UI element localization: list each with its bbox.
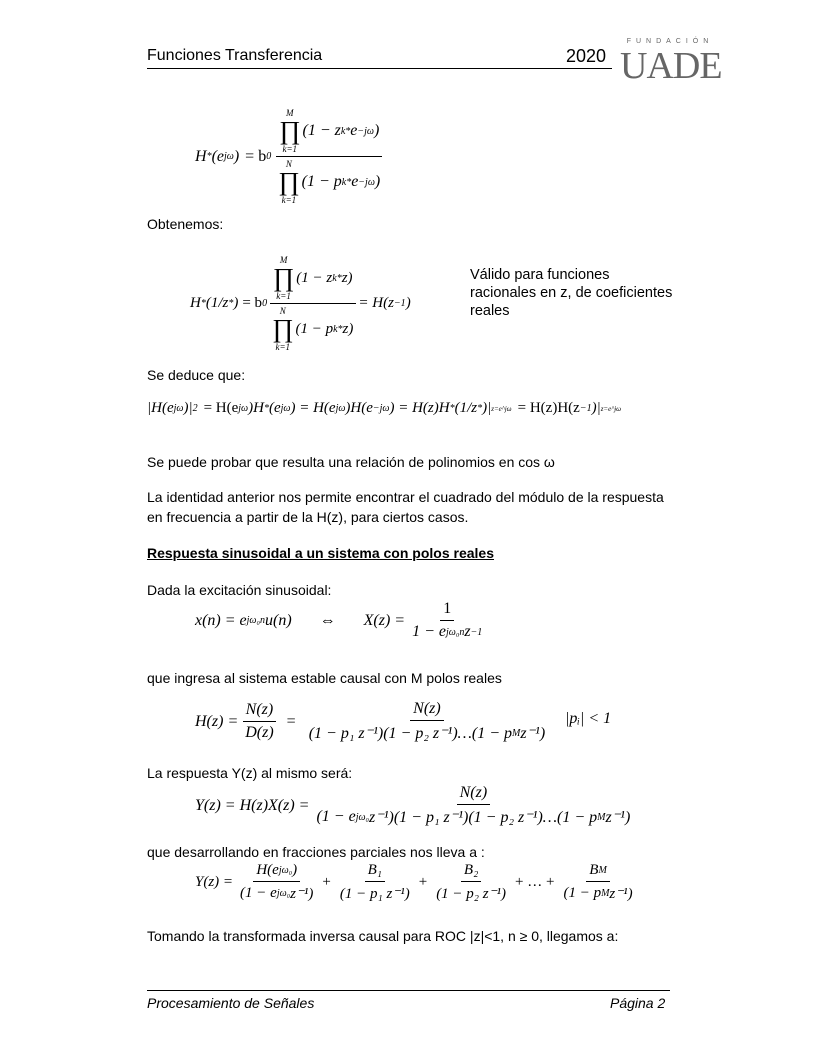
obtenemos-text: Obtenemos:	[147, 216, 224, 232]
validity-note: Válido para funciones racionales en z, de coeficientes reales	[470, 267, 673, 319]
dada-text: Dada la excitación sinusoidal:	[147, 582, 332, 598]
equation-reciprocal: H * (1/z * ) = b 0 M ∏ k=1 (1 − z k * z) N ∏ k=1 (1 − p k * z) = H(z −1 )	[190, 255, 411, 352]
header-year: 2020	[566, 46, 607, 66]
logo-uade-text: UADE	[620, 45, 722, 87]
equation-excitation: x(n) = e jω₀n u(n) ⇔ X(z) = 1 1 − e jω₀n z −1	[195, 600, 483, 640]
tomando-text: Tomando la transformada inversa causal para ROC |z|<1, n ≥ 0, llegamos a:	[147, 928, 619, 944]
header-rule	[147, 68, 612, 69]
pole-condition: |pᵢ| < 1	[565, 710, 612, 727]
equation-conjugate-transfer: H * (e jω ) = b 0 M ∏ k=1 (1 − z k * e −jω ) N ∏ k=1 (1 − p k * e −jω )	[195, 108, 387, 205]
identity-paragraph: La identidad anterior nos permite encontrar el cuadrado del módulo de la respuesta en frecuencia a partir de la H(z), para ciertos casos.	[147, 489, 664, 525]
equation-output: Y(z) = H(z)X(z) = N(z) (1 − e jω₀ z⁻¹)(1 − p₁ z⁻¹)(1 − p₂ z⁻¹)…(1 − p M z⁻¹)	[195, 784, 631, 826]
section-heading: Respuesta sinusoidal a un sistema con polos reales	[147, 545, 495, 561]
uade-logo	[620, 38, 722, 87]
footer-course: Procesamiento de Señales	[147, 995, 315, 1011]
equation-system-poles: H(z) = $\frac{N(z)}{D(z)}$ = N(z) (1 − p₁ z⁻¹)(1 − p₂ z⁻¹)…(1 − p M z⁻¹)	[195, 700, 546, 742]
equation-magnitude-squared: |H(e jω )| 2 = H(e jω )H * (e jω ) = H(e jω )H(e −jω ) = H(z)H * (1/z * )| z=e^jω = H(z)H(z −1 )| z=e^jω	[147, 400, 622, 416]
logo-fundacion-text: FUNDACIÓN	[626, 38, 714, 45]
respuesta-text: La respuesta Y(z) al mismo será:	[147, 765, 353, 781]
footer-rule	[147, 990, 670, 991]
header-title: Funciones Transferencia	[147, 47, 323, 64]
footer-page-number: Página 2	[610, 995, 666, 1011]
desarrollando-text: que desarrollando en fracciones parciales nos lleva a :	[147, 844, 485, 860]
equation-partial-fractions: Y(z) = H(e jω₀ ) (1 − e jω₀ z⁻¹) + $\frac{\text{B₁}}{\text{(1 − p₁ z⁻¹)}}$ + $\frac{\text{B₂}}{\text{(1 − p₂ z⁻¹)}}$ + … + B M (1 − p M z⁻¹)	[195, 862, 633, 902]
probar-text: Se puede probar que resulta una relación de polinomios en cos ω	[147, 454, 555, 470]
deduce-text: Se deduce que:	[147, 367, 246, 383]
ingresa-text: que ingresa al sistema estable causal con M polos reales	[147, 670, 502, 686]
